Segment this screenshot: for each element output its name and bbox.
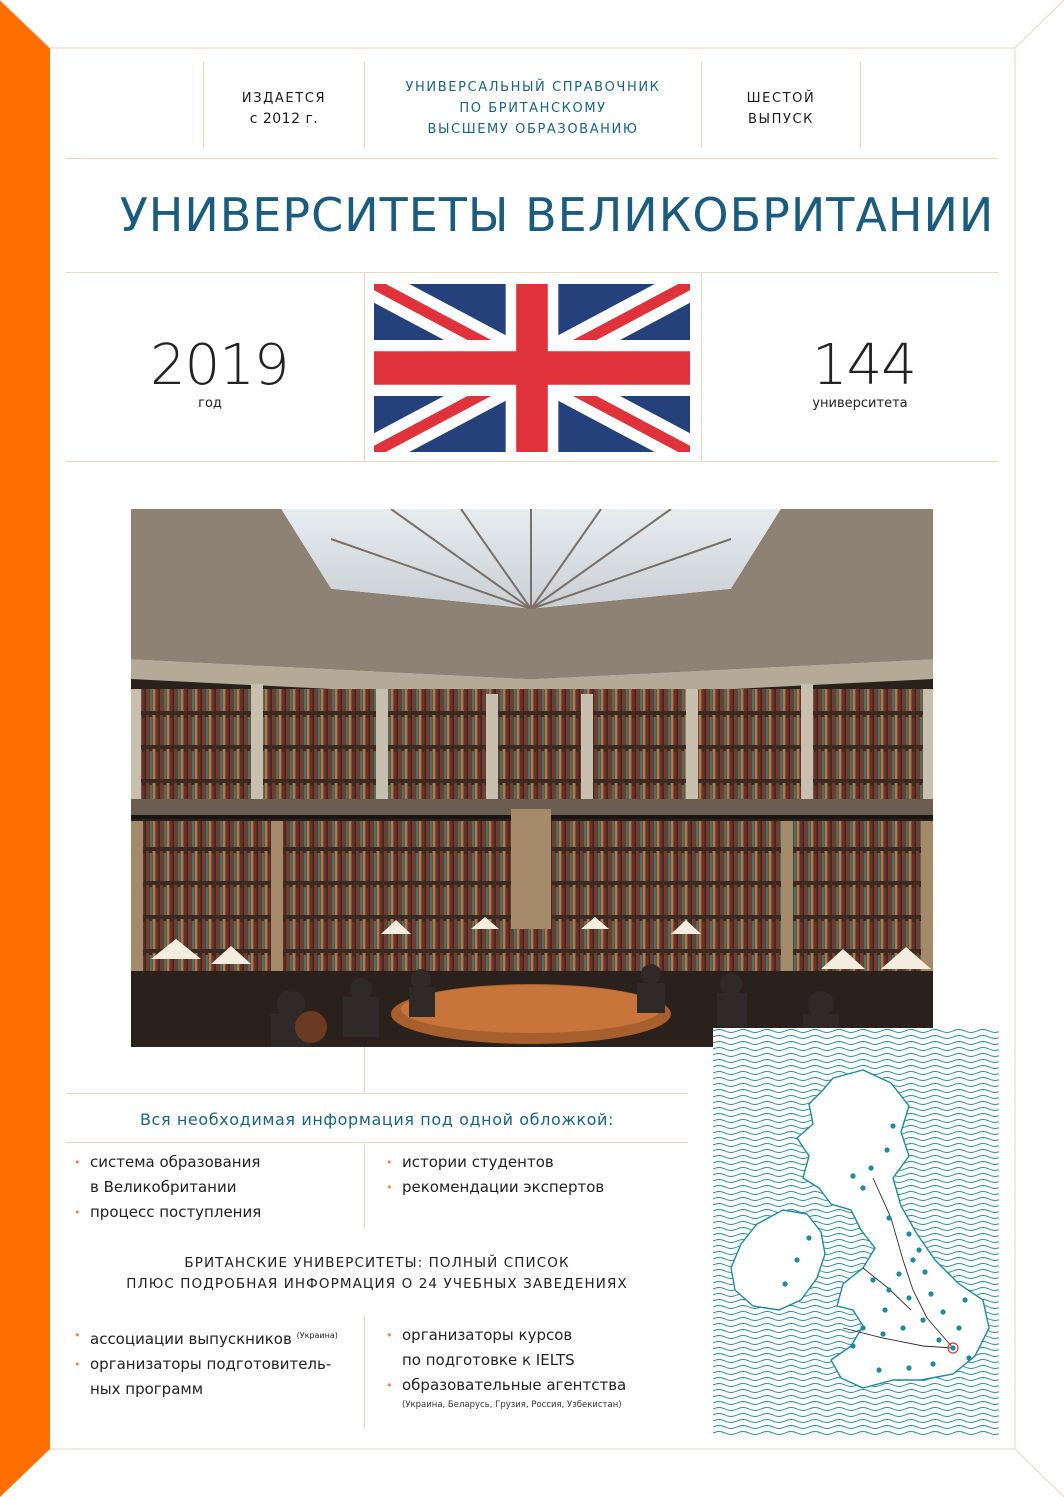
list-item-note: (Украина) <box>296 1331 338 1340</box>
list-item-text-cont: ных программ <box>90 1380 204 1398</box>
list-item-text: организаторы подготовитель- <box>90 1355 332 1373</box>
list-item-text: рекомендации экспертов <box>402 1178 605 1196</box>
topics-list-right <box>384 1150 684 1200</box>
divider <box>701 62 702 148</box>
list-item-note: (Украина, Беларусь, Грузия, Россия, Узбекистан) <box>402 1400 622 1410</box>
header-center-line3: ВЫСШЕМУ ОБРАЗОВАНИЮ <box>427 122 639 137</box>
header-right-line1: ШЕСТОЙ <box>746 91 816 106</box>
list-item <box>384 1373 684 1412</box>
list-item-text-cont: в Великобритании <box>90 1178 237 1196</box>
header-center-line1: УНИВЕРСАЛЬНЫЙ СПРАВОЧНИК <box>405 80 661 95</box>
contacts-list-left <box>72 1323 357 1402</box>
info-heading: Вся необходимая информация под одной обложкой: <box>139 1110 615 1129</box>
list-item-text: образовательные агентства <box>402 1376 627 1394</box>
list-item <box>384 1175 684 1200</box>
divider <box>364 1047 365 1093</box>
divider <box>364 272 365 462</box>
header-issue <box>703 88 859 130</box>
list-item <box>72 1150 352 1200</box>
university-count-caption: университета <box>812 396 908 411</box>
divider <box>701 272 702 462</box>
list-item <box>72 1352 357 1402</box>
divider <box>66 461 998 462</box>
caption-line2: ПЛЮС ПОДРОБНАЯ ИНФОРМАЦИЯ О 24 УЧЕБНЫХ ЗАВЕДЕНИЯХ <box>126 1276 628 1292</box>
header-edition-start <box>205 88 363 130</box>
divider <box>66 158 998 159</box>
list-item-text: процесс поступления <box>90 1203 262 1221</box>
uk-universities-caption <box>66 1253 688 1295</box>
divider <box>364 62 365 148</box>
year-caption: год <box>198 396 222 411</box>
caption-line1: БРИТАНСКИЕ УНИВЕРСИТЕТЫ: ПОЛНЫЙ СПИСОК <box>184 1255 570 1271</box>
header-subtitle <box>366 77 700 140</box>
list-item-text: организаторы курсов <box>402 1326 573 1344</box>
header-left-line2: с 2012 г. <box>249 111 319 127</box>
divider <box>203 62 204 148</box>
uk-university-map <box>713 1028 999 1436</box>
divider <box>860 62 861 148</box>
list-item-text: система образования <box>90 1153 261 1171</box>
list-item-text: истории студентов <box>402 1153 554 1171</box>
divider <box>66 272 998 273</box>
divider <box>364 1142 365 1228</box>
divider <box>66 1093 688 1094</box>
page-title: УНИВЕРСИТЕТЫ ВЕЛИКОБРИТАНИИ <box>119 188 995 242</box>
topics-list-left <box>72 1150 352 1225</box>
library-reading-room-photo <box>131 509 933 1047</box>
list-item <box>72 1323 357 1352</box>
university-count: 144 <box>812 333 916 398</box>
header-left-line1: ИЗДАЕТСЯ <box>241 91 327 106</box>
header-right-line2: ВЫПУСК <box>748 112 814 127</box>
list-item <box>384 1323 684 1373</box>
header-center-line2: ПО БРИТАНСКОМУ <box>459 101 607 116</box>
list-item <box>72 1200 352 1225</box>
year-number: 2019 <box>150 333 289 398</box>
list-item <box>384 1150 684 1175</box>
divider <box>364 1316 365 1428</box>
list-item-text: ассоциации выпускников <box>90 1330 292 1348</box>
uk-flag <box>374 284 690 452</box>
contacts-list-right <box>384 1323 684 1412</box>
divider <box>66 1142 688 1143</box>
list-item-text-cont: по подготовке к IELTS <box>402 1351 575 1369</box>
